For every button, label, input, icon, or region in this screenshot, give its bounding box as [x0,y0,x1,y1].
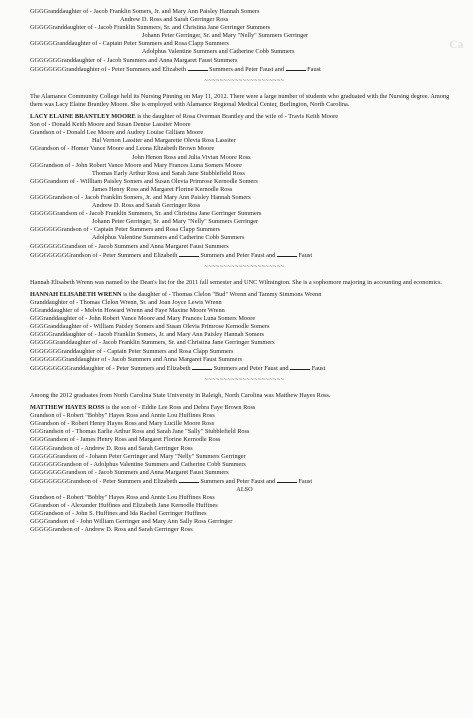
lineage-text: GGGGGranddaughter of - Jacob Franklin Summers, Sr. and Christina Jane Gerringer Summers [30,24,271,32]
lineage-tail: Summers and Peter Faust and [198,251,277,259]
lineage-text: GGGGGGGrandson of - Captain Peter Summers and Rosa Clapp Summers [30,226,221,234]
blank-line [192,364,212,370]
announcement-nursing-pinning: The Alamance Community College held its Nursing Pinning on May 11, 2012. There were a large number of students who graduated with the Nursing degree. Among them was Lacy Elaine Brantley Moore. She is employed with Alamance Regional Medical Center, Burlington, North Carolina. [30,92,450,108]
lineage-line [30,331,459,339]
section-divider: ~~~~~~~~~~~~~~~~~~~~~ [204,375,285,383]
lineage-text: GGGGGGranddaughter of - Jacob Franklin Summers, Sr. and Christina Jane Gerringer Summers [30,339,275,347]
lineage-text: Grandson of - Robert "Bobby" Hayes Ross and Annie Lou Huffines Ross [30,412,215,420]
lineage-line [30,170,459,178]
lineage-line [30,210,459,218]
lineage-line [30,65,459,74]
blank-line [286,65,306,71]
lineage-line [30,218,459,226]
lineage-text: GGGGrandson of - Willliam Paisley Somers and Susan Olevia Primrose Kernodle Somers [30,177,258,185]
lineage-text: GGGGranddaughter of - Jacob Franklin Somers, Jr. and Mary Ann Paisley Hannah Somers [30,8,260,15]
blank-line [277,251,297,257]
subject-name: HANNAH ELISABETH WRENN [30,290,122,298]
lineage-line [30,356,459,364]
lineage-text: GGrandson of - Alexander Huffines and Elizabeth Jane Kernodle Huffines [30,502,218,510]
lineage-line [30,234,459,242]
lineage-tail: Summers and Peter Faust and [198,477,277,485]
lineage-line [30,48,459,56]
lineage-line [30,469,459,477]
lineage-text: GGGrandson of - John S. Huffines and Ida Rachel Gerringer Huffines [30,510,207,518]
lineage-line [30,339,459,347]
blank-line [290,364,310,370]
lineage-line [30,243,459,251]
lineage-text: GGrandson of - Homer Vance Moore and Leona Elizabeth Brown Moore [30,145,215,153]
lineage-text: Thomas Early Arthur Ross and Sarah Jane Stubblefield Ross [92,169,245,177]
lineage-text: GGGGGrandson of - Jacob Franklin Somers, Jr. and Mary Ann Paisley Hannah Somers [30,193,251,201]
lineage-line [30,518,459,526]
lineage-line [30,299,459,307]
lineage-text: GGGGGGGGGranddaughter of - Peter Summers and Elizabeth [30,364,191,372]
lineage-text: Johann Peter Gerringer, Sr. and Mary "Nelly" Summers Gerringer [142,32,309,40]
lineage-text: GGGrandson of - John Robert Vance Moore and Mary Frances Luna Somers Moore [30,161,242,169]
announcement-ncsu-graduates: Among the 2012 graduates from North Carolina State University in Raleigh, North Carolina was Matthew Hayes Ross. [30,391,331,399]
blank-line [188,65,208,71]
lineage-line [30,436,459,444]
lineage-text: Grandson of - Donald Lee Moore and Audrey Louise Gilliam Moore [30,129,204,137]
lineage-line [30,502,459,510]
subject-heading-hannah-wrenn [30,291,459,299]
ghost-text: Ca [449,37,464,51]
lineage-text: GGGGGGGranddaughter of - Jacob Summers and Anna Margaret Faust Summers [30,56,238,64]
lineage-text: GGGGGGGGrandson of - Jacob Summers and Anna Margaret Faust Summers [30,242,229,250]
lineage-line [30,323,459,331]
lineage-line [30,412,459,420]
lineage-text: GGGrandson of - Thomas Earlie Arthur Ross and Sarah Jane "Sally" Stubblefield Ross [30,428,250,436]
lineage-text: Hal Vernon Lassiter and Margarette Olevia Ross Lassiter [92,137,236,145]
lineage-text: GGGGGGGGranddaughter of - Jacob Summers and Anna Margaret Faust Summers [30,355,243,363]
lineage-line [30,226,459,234]
lineage-text: Andrew D. Ross and Sarah Gerringer Ross [120,16,229,24]
lineage-tail: Summers and Peter Faust and [207,65,286,73]
lineage-text: Grandson of - Robert "Bobby" Hayes Ross and Annie Lou Huffines Ross [30,494,215,502]
announcement-deans-list: Hannah Elisabeth Wrenn was named to the Dean's list for the 2011 fall semester and UNC Wilmington. She is a sophomore majoring in accounting and economics. [30,278,442,286]
subject-relation: is the son of - Eddie Lee Ross and Debra Faye Brown Ross [104,404,256,412]
lineage-line [30,57,459,65]
lineage-text: GGGGGGranddaughter of - Captain Peter Summers and Rosa Clapp Summers [30,40,229,48]
subject-relation: is the daughter of Rosa Overman Brantley and the wife of - Travis Keith Moore [135,113,339,121]
lineage-text: GGGGGGGGrandson of - Jacob Summers and Anna Margaret Faust Summers [30,468,229,476]
lineage-line [30,445,459,453]
lineage-end: Faust [296,477,313,485]
lineage-line [30,202,459,210]
subject-relation: is the daughter of - Thomas Clelon "Bud" Wrenn and Tammy Simmons Wrenn [121,290,322,298]
blank-line [277,477,297,483]
lineage-line [30,162,459,170]
lineage-end: Faust [296,251,313,259]
lineage-line [30,194,459,202]
section-divider: ~~~~~~~~~~~~~~~~~~~~~ [204,262,285,270]
lineage-text: GGGGGGGrandson of - Adolphus Valentine Summers and Catherine Cobb Summers [30,460,246,468]
lineage-block-5 [30,494,459,534]
lineage-end: Faust [305,65,321,73]
lineage-text: James Henry Ross and Margaret Florine Kernodle Ross [92,185,233,193]
lineage-line [30,364,459,373]
also-label: ALSO [236,485,253,493]
lineage-line [30,251,459,260]
lineage-text: GGGGGranddaughter of - Jacob Franklin Somers, Jr. and Mary Ann Paisley Hannah Somers [30,331,264,339]
lineage-line [30,477,459,486]
lineage-text: Adolphus Valentine Summers and Catherine Cobb Summers [142,48,295,56]
lineage-text: GGGranddaughter of - John Robert Vance Moore and Mary Frances Luna Somers Moore [30,315,256,323]
lineage-end: Faust [310,364,326,372]
lineage-line [30,121,459,129]
lineage-line [30,8,459,16]
lineage-text: GGGGGGGGGrandson of - Peter Summers and Elizabeth [30,477,178,485]
lineage-text: Adolphus Valentine Summers and Catherine Cobb Summers [92,234,245,242]
lineage-text: GGGGGGrandson of - Jacob Franklin Summers, Sr. and Christina Jane Gerringer Summers [30,210,262,218]
lineage-line [30,453,459,461]
lineage-text: Son of - Donald Keith Moore and Susan Denise Lassiter Moore [30,121,191,129]
lineage-line [30,348,459,356]
lineage-text: GGrandson of - Robert Henry Hayes Ross and Mary Lucille Moore Ross [30,420,215,428]
lineage-line [30,32,459,40]
lineage-line [30,129,459,137]
lineage-line [30,16,459,24]
lineage-line [30,420,459,428]
lineage-line [30,461,459,469]
lineage-text: GGGGGrandson of - Andrew D. Ross and Sarah Gerringer Ross [30,526,193,534]
lineage-block-1 [30,8,459,74]
subject-name: LACY ELAINE BRANTLEY MOORE [30,113,136,121]
lineage-line [30,24,459,32]
lineage-line [30,145,459,153]
lineage-text: GGGGrandson of - James Henry Ross and Margaret Florine Kernodle Ross [30,436,221,444]
lineage-block-2 [30,121,459,260]
lineage-text: GGGGrandson of - John William Gerringer and Mary Ann Sally Ross Gerringer [30,518,233,526]
lineage-text: Granddaughter of - Thomas Clelon Wrenn, Sr. and Joan Joyce Lewis Wrenn [30,299,222,306]
subject-heading-lacy-moore [30,113,459,121]
lineage-line [30,307,459,315]
lineage-tail: Summers and Peter Faust and [212,364,291,372]
lineage-line [30,40,459,48]
subject-name: MATTHEW HAYES ROSS [30,404,105,412]
lineage-text: GGGGGGGGGrandson of - Peter Summers and Elizabeth [30,251,178,259]
lineage-text: John Henon Ross and Julia Vivian Moore Ross [132,153,251,161]
lineage-line [30,315,459,323]
lineage-line [30,494,459,502]
lineage-block-3 [30,299,459,373]
lineage-text: GGGGGGrandson of - Johann Peter Gerringer and Mary "Nelly" Summers Gerringer [30,452,246,460]
blank-line [179,251,199,257]
lineage-line [30,137,459,145]
subject-heading-matthew-ross [30,404,459,412]
lineage-text: GGranddaughter of - Melvin Howard Wrenn and Faye Maxine Moore Wrenn [30,307,225,315]
lineage-text: Johann Peter Gerringer, Sr. and Mary "Nelly" Summers Gerringer [92,218,259,226]
lineage-text: GGGGGGGGranddaughter of - Peter Summers and Elizabeth [30,65,186,73]
lineage-line [30,186,459,194]
lineage-block-4 [30,412,459,486]
lineage-line [30,428,459,436]
lineage-line [30,154,459,162]
blank-line [179,477,199,483]
lineage-text: GGGGGGGranddaughter of - Captain Peter Summers and Rosa Clapp Summers [30,347,234,355]
lineage-text: GGGGGrandson of - Andrew D. Ross and Sarah Gerringer Ross [30,444,193,452]
lineage-line [30,526,459,534]
section-divider: ~~~~~~~~~~~~~~~~~~~~~ [204,76,285,84]
lineage-text: Andrew D. Ross and Sarah Gerringer Ross [92,202,201,210]
lineage-line [30,510,459,518]
lineage-text: GGGGranddaughter of - William Paisley Somers and Susan Olevia Primrose Kernodle Somers [30,323,270,331]
lineage-line [30,178,459,186]
